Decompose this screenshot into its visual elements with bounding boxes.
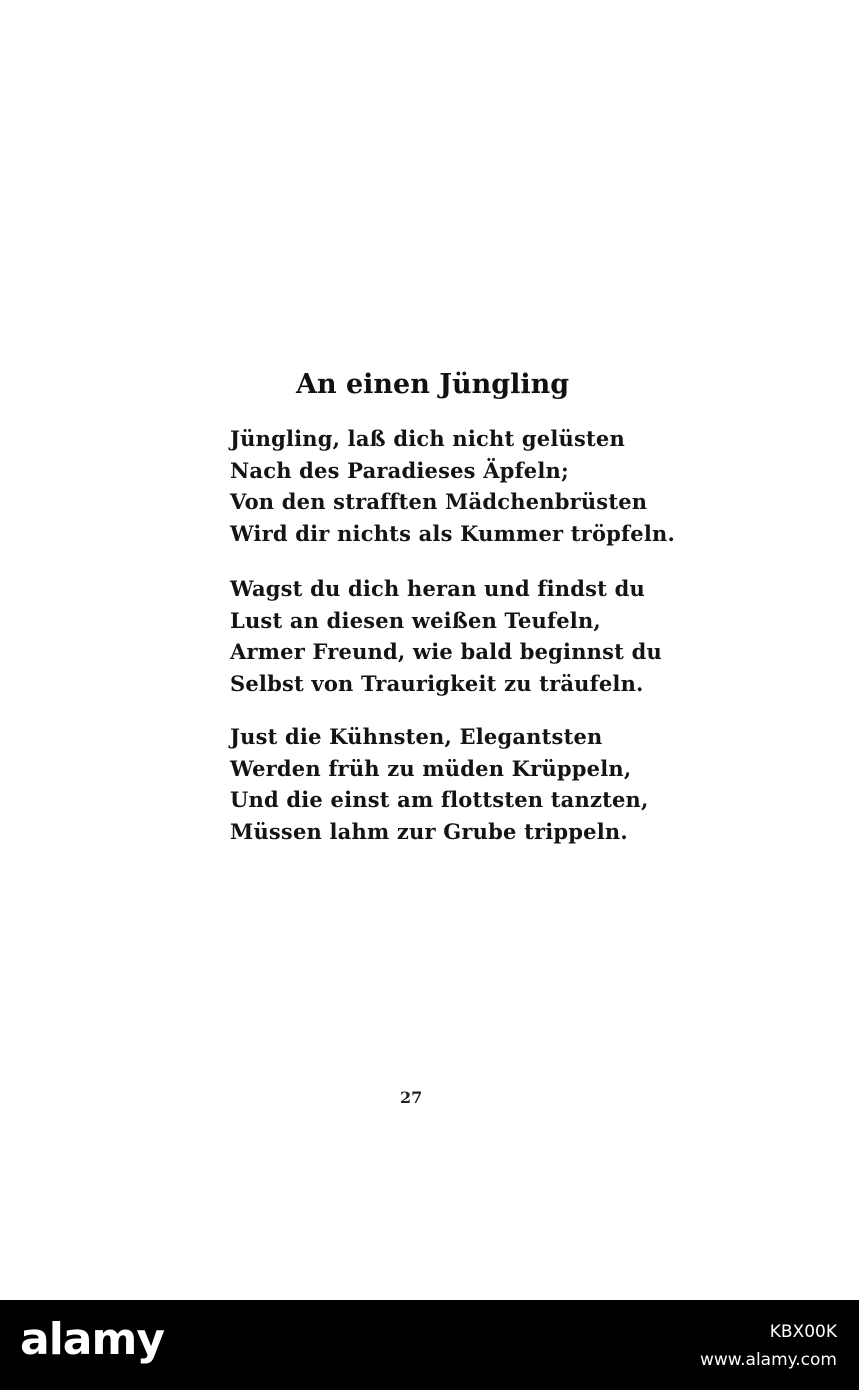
page-number: 27 [400, 1088, 423, 1107]
stanza-2 [230, 573, 662, 699]
stanza-1 [230, 423, 675, 549]
poem-line: Werden früh zu müden Krüppeln, [230, 755, 632, 781]
poem-line: Müssen lahm zur Grube trippeln. [230, 818, 628, 844]
poem-line: Jüngling, laß dich nicht gelüsten [230, 426, 625, 451]
poem-line: Selbst von Traurigkeit zu träufeln. [230, 670, 644, 696]
poem-line: Nach des Paradieses Äpfeln; [230, 457, 569, 483]
poem-line: Wird dir nichts als Kummer tröpfeln. [230, 520, 675, 546]
watermark-url: www.alamy.com [699, 1350, 837, 1370]
poem-line: Und die einst am flottsten tanzten, [230, 787, 649, 812]
watermark-image-id: KBX00K [769, 1322, 837, 1342]
poem-title: An einen Jüngling [296, 369, 570, 400]
poem-line: Lust an diesen weißen Teufeln, [230, 607, 601, 633]
watermark-logo: alamy [20, 1314, 164, 1365]
poem-line: Wagst du dich heran und findst du [230, 576, 645, 601]
poem-line: Von den strafften Mädchenbrüsten [230, 489, 648, 514]
poem-line: Armer Freund, wie bald beginnst du [230, 639, 662, 664]
stanza-3 [230, 721, 649, 847]
poem-line: Just die Kühnsten, Elegantsten [230, 724, 603, 749]
